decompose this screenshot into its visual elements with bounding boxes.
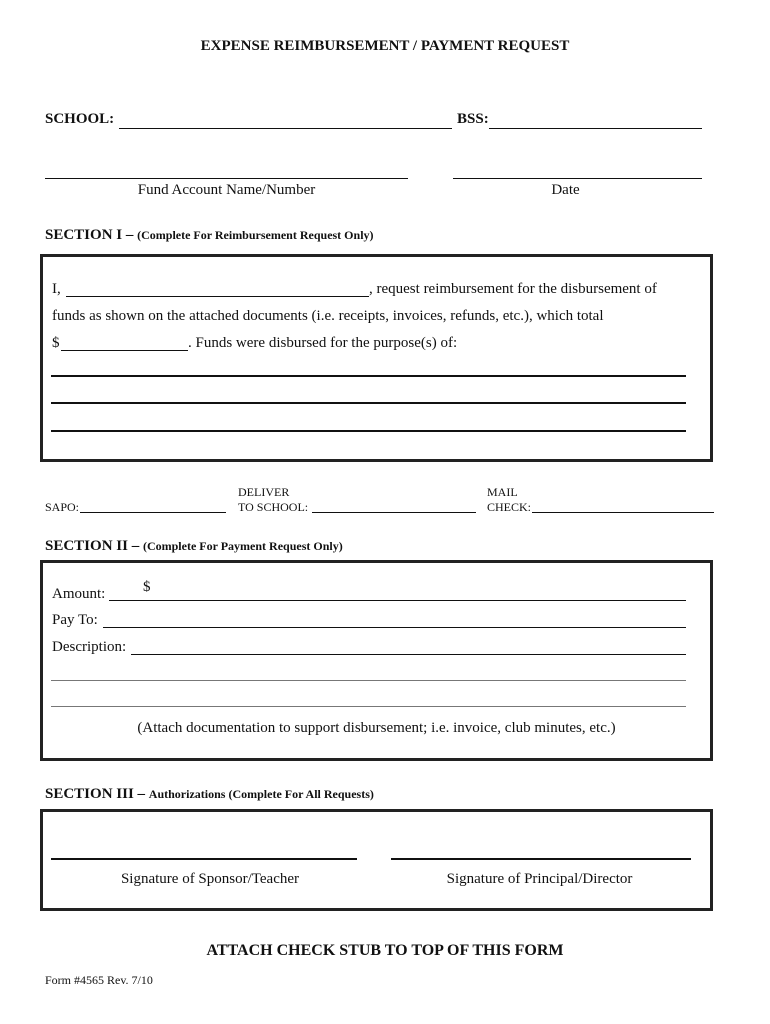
purpose-line-1[interactable] (51, 375, 686, 377)
purpose-line-2[interactable] (51, 402, 686, 404)
deliver-label (238, 485, 308, 515)
deliver-label-line1: DELIVER (238, 485, 290, 499)
request-text: , request reimbursement for the disbursement of (369, 281, 657, 297)
purpose-line-3[interactable] (51, 430, 686, 432)
payto-label: Pay To: (52, 612, 98, 628)
requester-name-field[interactable] (66, 296, 369, 297)
description-line-3[interactable] (51, 706, 686, 707)
sponsor-signature-field[interactable] (51, 858, 357, 860)
section2-heading (45, 538, 343, 555)
deliver-label-line2: TO SCHOOL: (238, 500, 309, 514)
section3-note: Authorizations (Complete For All Requests) (148, 787, 374, 801)
mail-label-line1: MAIL (487, 485, 518, 499)
documents-text: funds as shown on the attached documents (i.e. receipts, invoices, refunds, etc.), which total (52, 308, 604, 324)
school-label: SCHOOL: (45, 111, 115, 127)
mail-label (487, 485, 531, 515)
total-amount-field[interactable] (61, 350, 188, 351)
section1-note: (Complete For Reimbursement Request Only) (137, 228, 374, 242)
form-title: EXPENSE REIMBURSEMENT / PAYMENT REQUEST (200, 38, 570, 54)
dollar-sign: $ (52, 335, 60, 351)
section2-title: SECTION II – (45, 538, 143, 554)
principal-signature-caption: Signature of Principal/Director (446, 871, 633, 887)
section3-heading (45, 786, 374, 803)
amount-field[interactable] (109, 600, 686, 601)
description-field[interactable] (131, 654, 686, 655)
description-label: Description: (52, 639, 127, 655)
purpose-text: . Funds were disbursed for the purpose(s) of: (188, 335, 458, 351)
school-field[interactable] (119, 128, 452, 129)
fund-account-field[interactable] (45, 178, 408, 179)
section1-title: SECTION I – (45, 227, 138, 243)
amount-dollar: $ (143, 579, 151, 595)
sponsor-signature-caption: Signature of Sponsor/Teacher (120, 871, 300, 887)
section3-box (40, 809, 713, 911)
attach-stub-notice: ATTACH CHECK STUB TO TOP OF THIS FORM (206, 942, 564, 959)
sapo-field[interactable] (80, 512, 226, 513)
section3-title: SECTION III – (45, 786, 149, 802)
section2-note: (Complete For Payment Request Only) (142, 539, 343, 553)
section1-heading (45, 227, 374, 244)
deliver-to-school-field[interactable] (312, 512, 476, 513)
date-caption: Date (551, 182, 580, 198)
mail-check-field[interactable] (532, 512, 714, 513)
i-prefix: I, (52, 281, 61, 297)
amount-label: Amount: (52, 586, 106, 602)
payto-field[interactable] (103, 627, 686, 628)
description-line-2[interactable] (51, 680, 686, 681)
bss-field[interactable] (489, 128, 702, 129)
principal-signature-field[interactable] (391, 858, 691, 860)
date-field[interactable] (453, 178, 702, 179)
form-number: Form #4565 Rev. 7/10 (45, 973, 153, 987)
bss-label: BSS: (457, 111, 489, 127)
fund-account-caption: Fund Account Name/Number (137, 182, 316, 198)
attach-note: (Attach documentation to support disbursement; i.e. invoice, club minutes, etc.) (137, 720, 616, 736)
mail-label-line2: CHECK: (487, 500, 532, 514)
sapo-label: SAPO: (45, 500, 80, 514)
